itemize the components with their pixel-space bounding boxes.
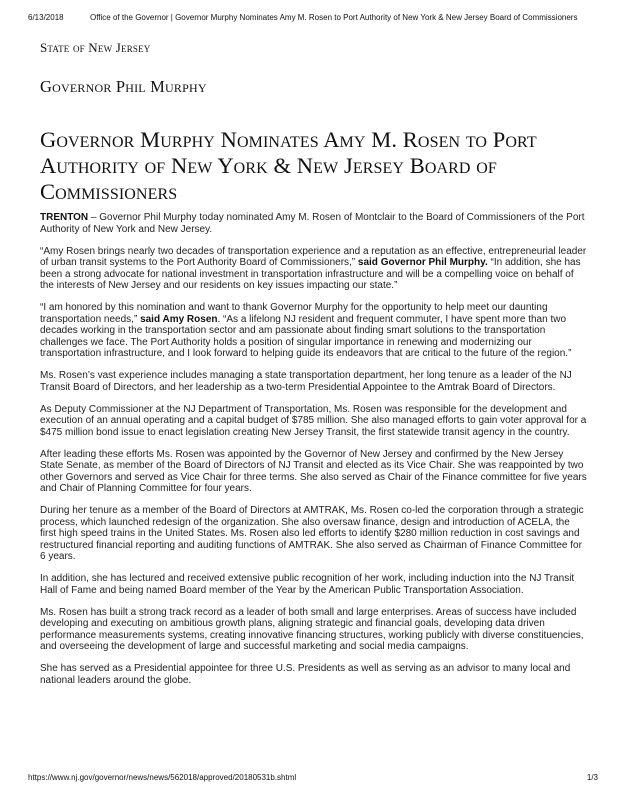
- dateline: TRENTON: [40, 212, 89, 223]
- paragraph-5: As Deputy Commissioner at the NJ Department of Transportation, Ms. Rosen was responsible for the development and execution of an annual operating and a capital budget of $785 million. She also managed efforts to gain voter approval for a $475 million bond issue to enact legislation creating New Jersey Transit, the first statewide transit agency in the country.: [40, 403, 587, 438]
- paragraph-2: “Amy Rosen brings nearly two decades of transportation experience and a reputation as an effective, entrepreneurial leader of urban transit systems to the Port Authority Board of Commissioners,” said Governor Phil Murphy. “In addition, she has been a strong advocate for national investment in transportation infrastructure and will be a compelling voice on behalf of the interests of New Jersey and our residents on key issues impacting our state.”: [40, 245, 587, 291]
- site-state-link[interactable]: State of New Jersey: [40, 40, 151, 55]
- print-date: 6/13/2018: [28, 13, 64, 22]
- paragraph-1: TRENTON – Governor Phil Murphy today nominated Amy M. Rosen of Montclair to the Board of Commissioners of the Port Authority of New York and New Jersey.: [40, 212, 585, 235]
- print-url: https://www.nj.gov/governor/news/news/562018/approved/20180531b.shtml: [28, 773, 297, 782]
- paragraph-10: She has served as a Presidential appointee for three U.S. Presidents as well as serving as an advisor to many local and national leaders around the globe.: [40, 663, 571, 686]
- paragraph-7: During her tenure as a member of the Board of Directors at AMTRAK, Ms. Rosen co-led the corporation through a strategic process, which launched redesign of the organization. She also oversaw finance, design and introduction of ACELA, the first high speed trains in the United States. Ms. Rosen also led efforts to identify $280 million reduction in cost savings and restructured financial reporting and auditing functions of AMTRAK. She also served as Chairman of Finance Committee for 6 years.: [40, 505, 584, 562]
- print-page-title: Office of the Governor | Governor Murphy Nominates Amy M. Rosen to Port Authority of New York & New Jersey Board of Commissioners: [90, 13, 578, 22]
- page-number: 1/3: [586, 773, 598, 782]
- paragraph-6: After leading these efforts Ms. Rosen was appointed by the Governor of New Jersey and confirmed by the New Jersey State Senate, as member of the Board of Directors of NJ Transit and elected as its Vice Chair. She was reappointed by two other Governors and served as Vice Chair for three terms. She also served as Chair of the Finance committee for five years and Chair of Planning Committee for four years.: [40, 448, 587, 494]
- article-body: [40, 212, 588, 697]
- paragraph-4: Ms. Rosen’s vast experience includes managing a state transportation department, her long tenure as a leader of the NJ Transit Board of Directors, and her leadership as a two-term Presidential Appointee to the Amtrak Board of Directors.: [40, 370, 572, 393]
- paragraph-8: In addition, she has lectured and received extensive public recognition of her work, including induction into the NJ Transit Hall of Fame and being named Board member of the Year by the American Public Transportation Association.: [40, 573, 575, 596]
- paragraph-3: “I am honored by this nomination and want to thank Governor Murphy for the opportunity to help meet our daunting transportation needs,” said Amy Rosen. “As a lifelong NJ resident and frequent commuter, I have spent more than two decades working in the transportation sector and am passionate about finding smart solutions to the transportation challenges we face. The Port Authority holds a position of singular importance in renewing and modernizing our transportation infrastructure, and I look forward to helping guide its endeavors that are critical to the future of the region.”: [40, 302, 572, 359]
- article-title: Governor Murphy Nominates Amy M. Rosen to Port Authority of New York & New Jersey Board of Commissioners: [40, 127, 537, 204]
- paragraph-9: Ms. Rosen has built a strong track record as a leader of both small and large enterprises. Areas of success have included developing and executing on ambitious growth plans, aligning strategic and financial goals, developing data driven performance measurements systems, creating innovative financing structures, working publicly with diverse constituencies, and overseeing the development of large and successful marketing and social media campaigns.: [40, 606, 584, 652]
- site-governor-link[interactable]: Governor Phil Murphy: [40, 77, 207, 96]
